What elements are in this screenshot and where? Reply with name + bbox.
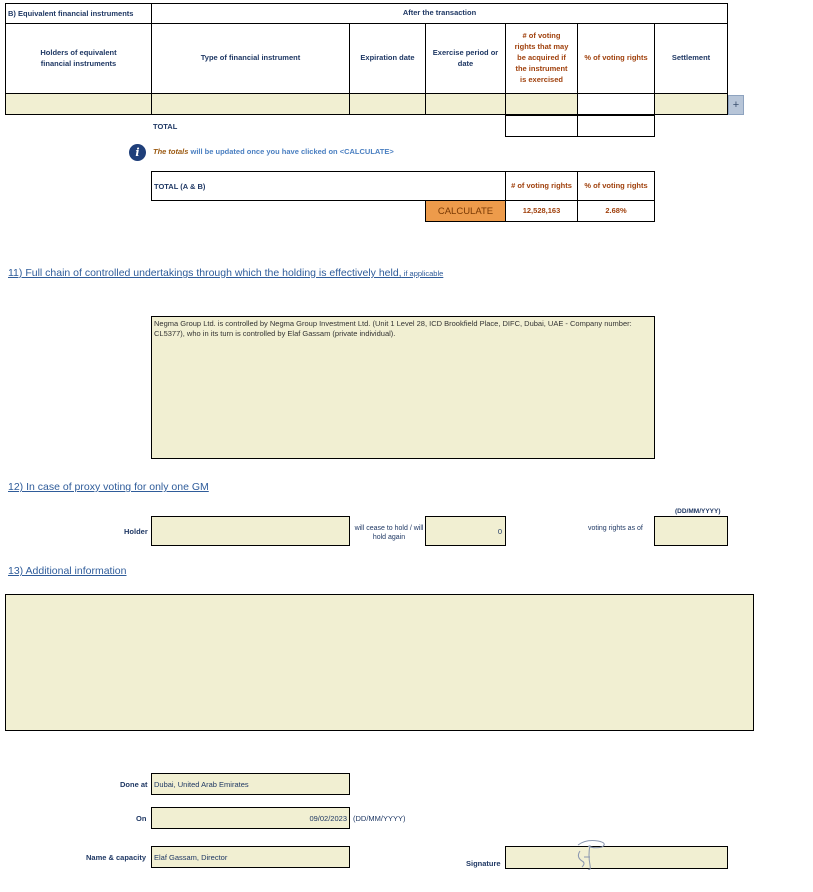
voting-as-of-text: voting rights as of [588,525,643,532]
col-holders-label: Holders of equivalent financial instruments [40,47,117,68]
on-label [136,814,146,823]
on-date-value: 09/02/2023 [309,813,347,823]
section-13-title-text: 13) Additional information [8,565,127,577]
col-type-label: Type of financial instrument [200,53,301,63]
info-note-emphasis: The totals [153,147,189,156]
col-expiration-label: Expiration date [360,53,415,63]
total-ab-count-value [505,200,578,222]
after-transaction-header [151,3,728,24]
col-exercise-label: Exercise period or date [432,47,499,68]
expiration-input[interactable] [349,93,426,115]
col-voting-count-label: # of voting rights that may be acquired if the instrument is exercised [514,31,569,84]
done-at-input[interactable] [151,773,350,795]
col-holders-header [5,23,152,94]
calculate-label: CALCULATE [437,205,494,217]
holder-input[interactable] [151,516,350,546]
section-12-title [8,481,209,493]
section-b-title: B) Equivalent financial instruments [8,9,134,18]
total-ab-label-cell [151,171,506,201]
name-capacity-input[interactable] [151,846,350,868]
on-label-text: On [136,814,147,823]
date-format-text: (DD/MM/YYYY) [675,508,721,515]
col-voting-pct-header [577,23,655,94]
section-12-title-text: 12) In case of proxy voting for only one GM [8,481,209,493]
calculate-button[interactable] [425,200,506,222]
done-at-value: Dubai, United Arab Emirates [154,779,249,789]
voting-rights-input[interactable] [425,516,506,546]
done-at-label-text: Done at [120,780,148,789]
after-transaction-label: After the transaction [402,8,477,18]
holder-label-text: Holder [124,527,148,536]
signature-label [466,859,501,868]
settlement-input[interactable] [654,93,728,115]
name-capacity-label-text: Name & capacity [86,853,147,862]
voting-as-of-label [588,525,643,532]
section-11-text: Negma Group Ltd. is controlled by Negma Group Investment Ltd. (Unit 1 Level 28, ICD Brookfield Place, DIFC, Dubai, UAE - Company number: CL5377), who in its turn is controlled by Elaf Gassam (private individual). [154,319,632,339]
col-voting-pct-label: % of voting rights [584,53,648,63]
col-expiration-header [349,23,426,94]
signature-image [568,837,628,873]
plus-icon: + [732,99,740,111]
add-row-button[interactable] [728,95,744,115]
info-icon: i [129,144,146,161]
voting-pct-cell [577,93,655,115]
total-ab-count-header [505,171,578,201]
signature-label-text: Signature [466,859,501,868]
on-date-format [353,814,406,823]
total-ab-pct-text: 2.68% [605,205,627,215]
cease-label [353,524,425,542]
total-ab-label: TOTAL (A & B) [154,181,206,191]
total-ab-pct-header-label: % of voting rights [584,180,648,190]
name-capacity-value: Elaf Gassam, Director [154,852,228,862]
col-settlement-label: Settlement [671,53,711,63]
on-date-input[interactable] [151,807,350,829]
voting-rights-value: 0 [497,526,502,536]
section-b-title-cell [5,3,152,24]
holders-input[interactable] [5,93,152,115]
section-b-total-label [153,122,177,131]
section-11-textarea[interactable] [151,316,655,459]
done-at-label [120,780,148,789]
exercise-input[interactable] [425,93,506,115]
holder-label [124,527,148,536]
signature-field[interactable] [505,846,728,869]
voting-date-input[interactable] [654,516,728,546]
total-ab-count-text: 12,528,163 [522,205,561,215]
name-capacity-label [86,853,146,862]
col-exercise-header [425,23,506,94]
info-note-text: will be updated once you have clicked on <CALCULATE> [188,147,394,156]
section-13-title [8,565,127,577]
additional-info-textarea[interactable] [5,594,754,731]
section-b-total-pct [577,115,655,137]
info-note [153,147,394,156]
col-voting-count-header [505,23,578,94]
col-settlement-header [654,23,728,94]
section-11-title [8,267,443,279]
section-11-suffix: if applicable [401,269,444,278]
cease-label-text: will cease to hold / will hold again [354,525,424,542]
date-format-hint [675,508,721,515]
on-date-format-text: (DD/MM/YYYY) [353,814,406,823]
col-type-header [151,23,350,94]
total-ab-pct-value [577,200,655,222]
type-input[interactable] [151,93,350,115]
total-ab-pct-header [577,171,655,201]
section-b-total-count [505,115,578,137]
total-label-text: TOTAL [153,122,178,131]
section-11-title-text: 11) Full chain of controlled undertakings through which the holding is effectively held, [8,267,402,279]
total-ab-count-header-label: # of voting rights [511,180,572,190]
voting-count-input[interactable] [505,93,578,115]
